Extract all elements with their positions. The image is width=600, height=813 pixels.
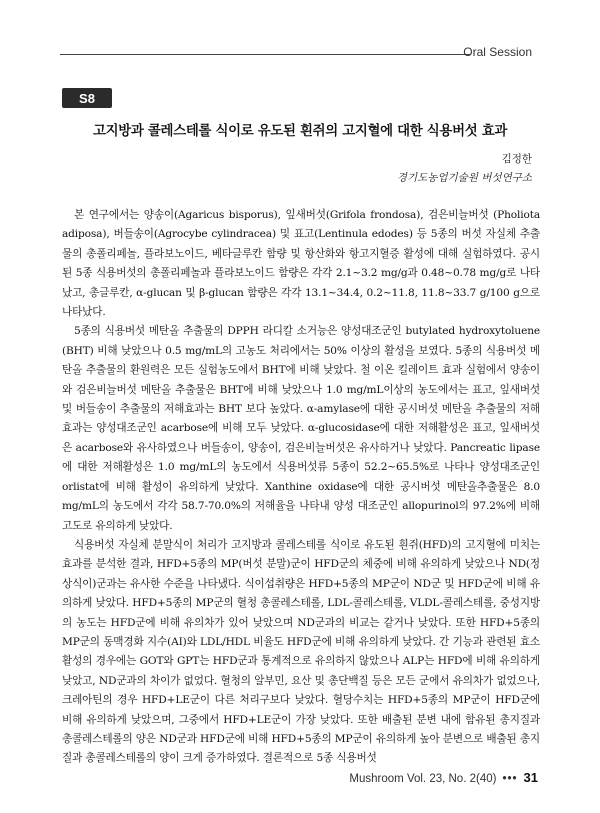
section-label: Oral Session [463,45,532,59]
paragraph-3: 식용버섯 자실체 분말식이 처리가 고지방과 콜레스테롤 식이로 유도된 흰쥐(HFD)의 고지혈에 미치는 효과를 분석한 결과, HFD+5종의 MP(버섯 분말)군이 HFD군의 체중에 비해 유의하게 낮았으나 ND(정상식이)군과는 유사한 수준을 나타냈다. 식이섭취량은 HFD+5종의 MP군이 ND군 및 HFD군에 비해 유의하게 낮았다. HFD+5종의 MP군의 혈청 총콜레스테롤, LDL-콜레스테롤, VLDL-콜레스테롤, 중성지방의 농도는 HFD군에 비해 유의차가 있어 낮았으며 ND군과의 비교는 같거나 낮았다. 또한 HFD+5종의 MP군의 동맥경화 지수(AI)와 LDL/HDL 비율도 HFD군에 비해 유의하게 낮았다. 간 기능과 관련된 효소활성의 경우에는 GOT와 GPT는 HFD군과 통계적으로 유의하지 않았으나 ALP는 HFD에 비해 유의하게 낮았고, ND군과의 차이가 없었다. 혈청의 알부민, 요산 및 총단백질 등은 모든 군에서 유의차가 없었으나, 크레아틴의 경우 HFD+LE군이 다른 처리구보다 낮았다. 혈당수치는 HFD+5종의 MP군이 HFD군에 비해 유의하게 낮았으며, 그중에서 HFD+LE군이 가장 낮았다. 또한 배출된 분변 내에 함유된 총지질과 총콜레스테롤의 양은 ND군과 HFD군에 비해 HFD+5종의 MP군이 유의하게 높아 분변으로 배출된 총지질과 총콜레스테롤의 양이 크게 증가하였다. 결론적으로 5종 식용버섯 [62,538,540,765]
abstract-body [62,206,540,769]
footer-dots: ••• [502,773,518,785]
journal-reference: Mushroom Vol. 23, No. 2(40) [349,773,497,785]
session-badge: S8 [62,88,112,108]
header-rule [60,54,470,55]
page-number: 31 [523,770,538,785]
article-title: 고지방과 콜레스테롤 식이로 유도된 흰쥐의 고지혈에 대한 식용버섯 효과 [93,124,507,139]
paragraph-1: 본 연구에서는 양송이(Agaricus bisporus), 잎새버섯(Grifola frondosa), 검은비늘버섯 (Pholiota adiposa), 버들송이(Agrocybe cylindracea) 및 표고(Lentinula edodes) 등 5종의 버섯 자실체 추출물의 총폴리페놀, 플라보노이드, 베타글루칸 함량 및 항산화와 항고지혈증 활성에 대해 실험하였다. 공시된 5종 식용버섯의 총폴리페놀과 플라보노이드 함량은 각각 2.1~3.2 mg/g과 0.48~0.78 mg/g로 나타났고, 총글루칸, α-glucan 및 β-glucan 함량은 각각 13.1~34.4, 0.2~11.8, 11.8~33.7 g/100 g으로 나타났다. [62,209,540,319]
page-footer [349,770,538,785]
paragraph-2: 5종의 식용버섯 메탄올 추출물의 DPPH 라디칼 소거능은 양성대조군인 butylated hydroxytoluene (BHT) 비해 낮았으나 0.5 mg/mL의 고농도 처리에서는 50% 이상의 활성을 보였다. 5종의 식용버섯 메탄올 추출물의 환원력은 모든 실험농도에서 BHT에 비해 낮았다. 철 이온 킬레이트 효과 실험에서 양송이와 검은비늘버섯 메탄올 추출물은 BHT에 비해 낮았으나 1.0 mg/mL이상의 농도에서는 표고, 잎새버섯 및 버들송이 추출물의 저해효과는 BHT 보다 높았다. α-amylase에 대한 공시버섯 메탄올 추출물의 저해효과는 양성대조군인 acarbose에 비해 모두 낮았다. α-glucosidase에 대한 저해활성은 표고, 잎새버섯은 acarbose와 유사하였으나 버들송이, 양송이, 검은비늘버섯은 유사하거나 낮았다. Pancreatic lipase에 대한 저해활성은 1.0 mg/mL의 농도에서 식용버섯류 5종이 52.2~65.5%로 나타나 양성대조군인 orlistat에 비해 활성이 유의하게 낮았다. Xanthine oxidase에 대한 공시버섯 메탄올추출물은 8.0 mg/mL의 농도에서 각각 58.7-70.0%의 저해율을 나타내 양성 대조군인 allopurinol의 97.2%에 비해 고도로 유의하게 낮았다. [62,325,540,532]
author-name: 김정한 [501,153,532,165]
author-affiliation: 경기도농업기술원 버섯연구소 [396,172,532,184]
